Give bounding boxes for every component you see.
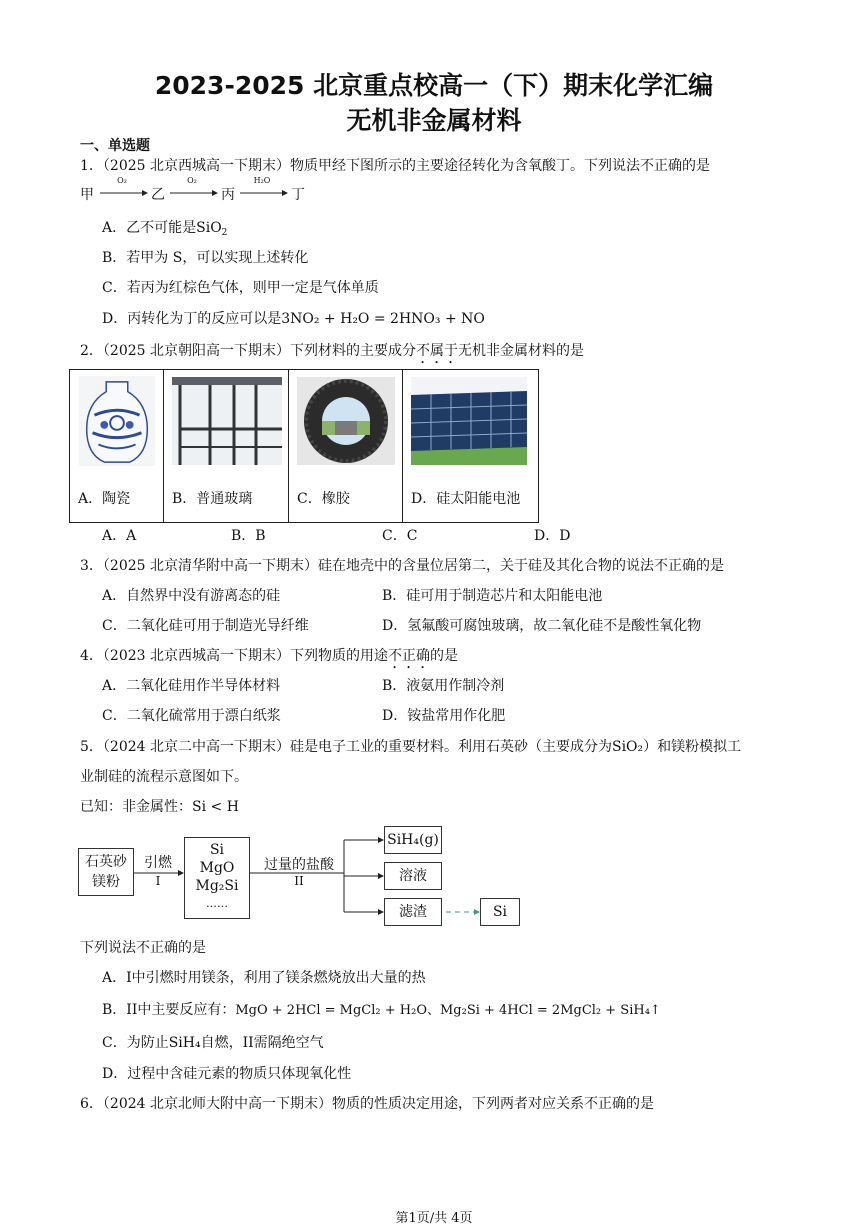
- flow-step2-number: II: [294, 874, 304, 888]
- flow-raw-2: 镁粉: [92, 874, 120, 890]
- chain-reagent-3: H₂O: [253, 176, 271, 185]
- flow-box-solution: 溶液: [384, 862, 442, 890]
- q1-reaction-chain: [80, 176, 305, 204]
- q5-option-b-equation: MgO + 2HCl = MgCl₂ + H₂O、Mg₂Si + 4HCl = 2MgCl₂ + SiH₄↑: [235, 1003, 661, 1018]
- q5-stem-line1: 5．（2024 北京二中高一下期末）硅是电子工业的重要材料。利用石英砂（主要成分为SiO₂）和镁粉模拟工: [80, 739, 742, 755]
- q4-option-c: C．二氧化硫常用于漂白纸浆: [102, 708, 281, 724]
- q1-option-a-text: A．乙不可能是: [102, 220, 197, 236]
- document-title: 2023-2025 北京重点校高一（下）期末化学汇编: [154, 71, 714, 100]
- chain-node-4: 丁: [291, 187, 305, 203]
- q3-option-b: B．硅可用于制造芯片和太阳能电池: [382, 588, 603, 604]
- solar-panel-image: [411, 376, 527, 466]
- chain-node-1: 甲: [80, 187, 94, 203]
- q1-option-d-equation: 3NO₂ + H₂O = 2HNO₃ + NO: [281, 311, 485, 327]
- q1-option-a-formula: SiO: [196, 220, 222, 236]
- flow-mid-4: ……: [206, 897, 228, 910]
- q2-cell-a-label: A．陶瓷: [78, 491, 131, 507]
- q2-answer-c: C．C: [382, 528, 418, 544]
- q4-stem-pre: 4．（2023 北京西城高一下期末）下列物质的用途: [80, 648, 388, 664]
- glass-window-image: [172, 376, 282, 466]
- q1-option-d: [102, 310, 485, 328]
- q2-answer-d: D．D: [534, 528, 571, 544]
- q2-cell-b-label: B．普通玻璃: [172, 491, 253, 507]
- chain-reagent-2: O₂: [187, 176, 197, 185]
- q1-option-c: C．若丙为红棕色气体，则甲一定是气体单质: [102, 280, 379, 296]
- q5-option-c: C．为防止SiH₄自燃，II需隔绝空气: [102, 1035, 324, 1051]
- q4-option-d: D．铵盐常用作化肥: [382, 708, 506, 724]
- q4-option-b: B．液氨用作制冷剂: [382, 678, 505, 694]
- q5-option-d: D．过程中含硅元素的物质只体现氧化性: [102, 1066, 352, 1082]
- q5-ask: 下列说法不正确的是: [80, 940, 206, 956]
- chain-node-2: 乙: [151, 187, 165, 203]
- q2-answer-a: A．A: [102, 528, 137, 544]
- q2-cell-d: [403, 370, 538, 522]
- q4-stem-emphasis: 不正确: [388, 648, 430, 664]
- q5-known: 已知：非金属性：Si < H: [80, 799, 239, 815]
- q5-flow-diagram: [78, 824, 528, 930]
- q2-stem-post: 无机非金属材料的是: [458, 343, 584, 359]
- q2-cell-a: [70, 370, 164, 522]
- q2-cell-d-label: D．硅太阳能电池: [411, 491, 521, 507]
- q1-option-a: [102, 219, 227, 242]
- section-heading: 一、单选题: [80, 138, 150, 154]
- q4-option-a: A．二氧化硅用作半导体材料: [102, 678, 281, 694]
- flow-mid-1: Si: [209, 842, 225, 858]
- q4-stem: [80, 647, 458, 672]
- q4-stem-post: 的是: [430, 648, 458, 664]
- chain-reagent-1: O₂: [117, 176, 127, 185]
- flow-step1-label: 引燃: [144, 855, 172, 871]
- q2-cell-c-label: C．橡胶: [297, 491, 350, 507]
- q2-stem: [80, 342, 584, 367]
- q1-option-b: B．若甲为 S，可以实现上述转化: [102, 250, 309, 266]
- flow-step1-number: I: [155, 874, 161, 888]
- q1-option-a-subscript: 2: [221, 228, 228, 238]
- q2-stem-pre: 2．（2025 北京朝阳高一下期末）下列材料的主要成分: [80, 343, 416, 359]
- flow-box-mixture: [184, 837, 250, 919]
- q3-stem: 3．（2025 北京清华附中高一下期末）硅在地壳中的含量位居第二，关于硅及其化合物的说法不正确的是: [80, 558, 724, 574]
- q5-stem-line2: 业制硅的流程示意图如下。: [80, 769, 248, 785]
- q5-option-b: [102, 1001, 661, 1020]
- chain-arrows: [96, 182, 316, 204]
- q2-cell-b: [164, 370, 289, 522]
- q2-stem-emphasis: 不属于: [416, 343, 458, 359]
- q3-option-d: D．氢氟酸可腐蚀玻璃，故二氧化硅不是酸性氧化物: [382, 618, 702, 634]
- q2-cell-c: [289, 370, 403, 522]
- q1-stem: 1．（2025 北京西城高一下期末）物质甲经下图所示的主要途径转化为含氧酸丁。下列说法不正确的是: [80, 158, 710, 174]
- chain-node-3: 丙: [221, 187, 235, 203]
- q3-option-a: A．自然界中没有游离态的硅: [102, 588, 281, 604]
- q1-option-d-text: D．丙转化为丁的反应可以是: [102, 311, 282, 327]
- flow-box-silane: SiH₄(g): [384, 826, 442, 854]
- flow-mid-3: Mg₂Si: [195, 878, 239, 894]
- q2-answer-b: B．B: [231, 528, 266, 544]
- flow-mid-2: MgO: [199, 860, 235, 876]
- flow-box-silicon: Si: [480, 898, 520, 926]
- q6-stem: 6．（2024 北京北师大附中高一下期末）物质的性质决定用途，下列两者对应关系不正确的是: [80, 1096, 654, 1112]
- q5-option-b-text: B．II中主要反应有：: [102, 1002, 236, 1018]
- flow-box-raw-materials: [78, 848, 134, 896]
- q5-option-a: A．I中引燃时用镁条，利用了镁条燃烧放出大量的热: [102, 970, 426, 986]
- porcelain-vase-image: [78, 376, 156, 466]
- document-subtitle: 无机非金属材料: [346, 106, 522, 135]
- rubber-tire-image: [297, 376, 395, 466]
- flow-step2-label: 过量的盐酸: [264, 857, 334, 873]
- page-footer: 第1页/共 4页: [395, 1211, 473, 1226]
- flow-raw-1: 石英砂: [85, 854, 127, 870]
- flow-box-residue: 滤渣: [384, 898, 442, 926]
- q3-option-c: C．二氧化硅可用于制造光导纤维: [102, 618, 309, 634]
- q2-materials-table: [69, 369, 539, 523]
